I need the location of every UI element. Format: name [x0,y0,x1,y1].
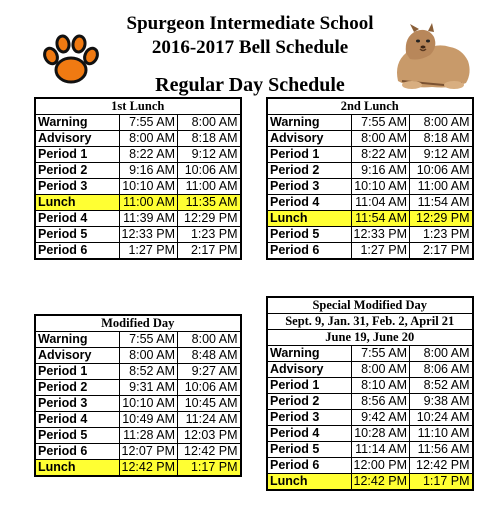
end-time-cell: 8:00 AM [410,115,473,131]
table-row [267,243,473,260]
end-time-cell: 10:24 AM [410,410,473,426]
start-time-cell: 8:00 AM [351,362,410,378]
start-time-cell: 8:00 AM [351,131,410,147]
start-time-cell: 8:22 AM [119,147,178,163]
period-cell: Period 2 [35,380,119,396]
cougar-mascot-icon [392,23,474,91]
period-cell: Warning [267,346,351,362]
end-time-cell: 9:12 AM [178,147,241,163]
table-row [35,243,241,260]
period-cell: Advisory [35,348,119,364]
period-cell: Period 3 [267,179,351,195]
end-time-cell: 12:03 PM [178,428,241,444]
end-time-cell: 11:00 AM [178,179,241,195]
start-time-cell: 9:31 AM [119,380,178,396]
period-cell: Period 6 [35,243,119,260]
table-row [35,115,241,131]
schedule-year-title: 2016-2017 Bell Schedule [151,37,349,58]
start-time-cell: 7:55 AM [119,332,178,348]
period-cell: Period 4 [267,426,351,442]
second-lunch-table [266,97,474,260]
start-time-cell: 8:00 AM [119,131,178,147]
table-row [267,410,473,426]
start-time-cell: 8:10 AM [351,378,410,394]
start-time-cell: 12:33 PM [351,227,410,243]
table-title: 1st Lunch [35,98,241,115]
regular-day-title: Regular Day Schedule [155,74,345,96]
table-row [267,227,473,243]
period-cell: Period 4 [35,211,119,227]
special-modified-day-table [266,296,474,491]
table-row [35,348,241,364]
period-cell: Warning [35,115,119,131]
period-cell: Period 5 [267,227,351,243]
start-time-cell: 11:14 AM [351,442,410,458]
table-row [35,131,241,147]
start-time-cell: 12:07 PM [119,444,178,460]
start-time-cell: 8:56 AM [351,394,410,410]
period-cell: Period 1 [35,147,119,163]
period-cell: Period 5 [267,442,351,458]
end-time-cell: 10:06 AM [178,380,241,396]
table-row [267,131,473,147]
period-cell: Lunch [35,460,119,477]
table-row [267,426,473,442]
table-row [35,211,241,227]
start-time-cell: 7:55 AM [119,115,178,131]
end-time-cell: 1:17 PM [410,474,473,491]
period-cell: Warning [267,115,351,131]
start-time-cell: 9:42 AM [351,410,410,426]
end-time-cell: 11:56 AM [410,442,473,458]
table-row [267,474,473,491]
start-time-cell: 10:28 AM [351,426,410,442]
end-time-cell: 8:18 AM [178,131,241,147]
start-time-cell: 1:27 PM [351,243,410,260]
start-time-cell: 10:10 AM [351,179,410,195]
start-time-cell: 11:28 AM [119,428,178,444]
end-time-cell: 1:23 PM [410,227,473,243]
start-time-cell: 11:04 AM [351,195,410,211]
period-cell: Period 3 [35,396,119,412]
table-row [267,394,473,410]
end-time-cell: 11:00 AM [410,179,473,195]
end-time-cell: 11:24 AM [178,412,241,428]
table-row [267,458,473,474]
start-time-cell: 8:22 AM [351,147,410,163]
start-time-cell: 7:55 AM [351,115,410,131]
start-time-cell: 11:39 AM [119,211,178,227]
period-cell: Period 6 [267,243,351,260]
end-time-cell: 11:54 AM [410,195,473,211]
start-time-cell: 12:42 PM [351,474,410,491]
start-time-cell: 10:10 AM [119,396,178,412]
period-cell: Advisory [35,131,119,147]
end-time-cell: 10:06 AM [178,163,241,179]
period-cell: Period 6 [267,458,351,474]
period-cell: Warning [35,332,119,348]
table-title: Modified Day [35,315,241,332]
end-time-cell: 2:17 PM [410,243,473,260]
school-name: Spurgeon Intermediate School [126,13,374,34]
table-row [267,115,473,131]
start-time-cell: 12:33 PM [119,227,178,243]
table-row [35,444,241,460]
end-time-cell: 1:17 PM [178,460,241,477]
start-time-cell: 7:55 AM [351,346,410,362]
table-row [35,227,241,243]
table-row [35,147,241,163]
end-time-cell: 10:45 AM [178,396,241,412]
table-row [35,380,241,396]
start-time-cell: 10:10 AM [119,179,178,195]
table-title: 2nd Lunch [267,98,473,115]
start-time-cell: 11:00 AM [119,195,178,211]
table-row [267,211,473,227]
end-time-cell: 8:00 AM [178,115,241,131]
end-time-cell: 12:42 PM [178,444,241,460]
end-time-cell: 11:35 AM [178,195,241,211]
end-time-cell: 8:52 AM [410,378,473,394]
table-row [267,147,473,163]
end-time-cell: 9:38 AM [410,394,473,410]
paw-print-icon [42,34,100,86]
period-cell: Period 5 [35,227,119,243]
table-row [35,460,241,477]
start-time-cell: 12:00 PM [351,458,410,474]
end-time-cell: 12:29 PM [410,211,473,227]
end-time-cell: 8:48 AM [178,348,241,364]
table-row [35,179,241,195]
table-row [35,412,241,428]
period-cell: Period 4 [35,412,119,428]
table-row [35,364,241,380]
table-row [267,179,473,195]
table-row [267,442,473,458]
start-time-cell: 11:54 AM [351,211,410,227]
end-time-cell: 8:18 AM [410,131,473,147]
table-row [267,362,473,378]
end-time-cell: 8:00 AM [410,346,473,362]
table-row [35,163,241,179]
period-cell: Period 4 [267,195,351,211]
end-time-cell: 10:06 AM [410,163,473,179]
end-time-cell: 8:00 AM [178,332,241,348]
period-cell: Period 2 [267,163,351,179]
table-row [267,378,473,394]
start-time-cell: 1:27 PM [119,243,178,260]
period-cell: Period 5 [35,428,119,444]
table-row [267,346,473,362]
end-time-cell: 9:27 AM [178,364,241,380]
table-row [35,428,241,444]
table-row [35,396,241,412]
end-time-cell: 9:12 AM [410,147,473,163]
start-time-cell: 9:16 AM [351,163,410,179]
end-time-cell: 12:42 PM [410,458,473,474]
period-cell: Advisory [267,131,351,147]
period-cell: Advisory [267,362,351,378]
period-cell: Period 6 [35,444,119,460]
period-cell: Period 3 [35,179,119,195]
start-time-cell: 9:16 AM [119,163,178,179]
table-row [267,163,473,179]
end-time-cell: 2:17 PM [178,243,241,260]
period-cell: Period 2 [267,394,351,410]
end-time-cell: 1:23 PM [178,227,241,243]
table-row [35,195,241,211]
period-cell: Lunch [267,474,351,491]
end-time-cell: 11:10 AM [410,426,473,442]
period-cell: Period 3 [267,410,351,426]
end-time-cell: 12:29 PM [178,211,241,227]
period-cell: Lunch [35,195,119,211]
table-row [267,195,473,211]
modified-day-table [34,314,242,477]
period-cell: Period 1 [35,364,119,380]
period-cell: Period 1 [267,378,351,394]
special-dates-line-1: Sept. 9, Jan. 31, Feb. 2, April 21 [267,314,473,330]
start-time-cell: 8:52 AM [119,364,178,380]
period-cell: Lunch [267,211,351,227]
first-lunch-table [34,97,242,260]
period-cell: Period 1 [267,147,351,163]
period-cell: Period 2 [35,163,119,179]
start-time-cell: 8:00 AM [119,348,178,364]
table-row [35,332,241,348]
start-time-cell: 12:42 PM [119,460,178,477]
table-title: Special Modified Day [267,297,473,314]
start-time-cell: 10:49 AM [119,412,178,428]
special-dates-line-2: June 19, June 20 [267,330,473,346]
end-time-cell: 8:06 AM [410,362,473,378]
